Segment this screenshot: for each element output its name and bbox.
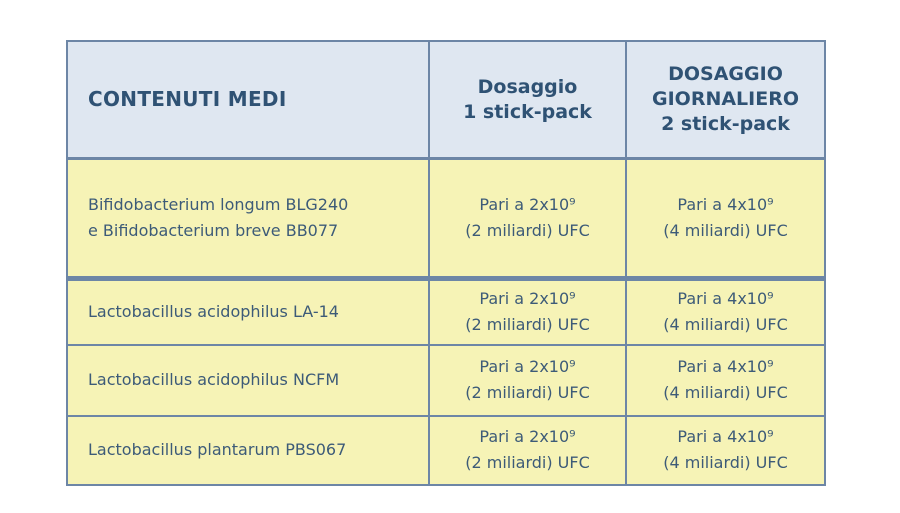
cell-line: (4 miliardi) UFC: [663, 220, 788, 240]
cell-line: Pari a 4x10⁹: [677, 194, 774, 214]
cell-line: (2 miliardi) UFC: [465, 220, 590, 240]
cell-line: Pari a 4x10⁹: [677, 289, 774, 309]
cell-dose-1-stick: [430, 344, 627, 414]
cell-dose-1-stick: [430, 276, 627, 344]
cell-line: (4 miliardi) UFC: [663, 453, 788, 473]
cell-line: Bifidobacterium longum BLG240: [88, 194, 349, 214]
cell-line: Pari a 2x10⁹: [479, 357, 576, 377]
header-line: CONTENUTI MEDI: [88, 87, 287, 111]
probiotic-content-table-container: [66, 40, 826, 486]
cell-dose-daily: [627, 415, 824, 484]
table-row: [68, 157, 824, 276]
cell-strain-name: [68, 276, 430, 344]
cell-line: (2 miliardi) UFC: [465, 453, 590, 473]
cell-line: Pari a 2x10⁹: [479, 289, 576, 309]
header-dosaggio-giornaliero: [627, 42, 824, 157]
table-header-row: [68, 42, 824, 157]
cell-dose-daily: [627, 344, 824, 414]
cell-line: Lactobacillus acidophilus NCFM: [88, 370, 340, 390]
cell-dose-daily: [627, 157, 824, 276]
table-row: [68, 276, 824, 344]
cell-line: Pari a 2x10⁹: [479, 194, 576, 214]
probiotic-content-table: [68, 42, 824, 484]
header-line: GIORNALIERO: [652, 88, 799, 110]
cell-strain-name: [68, 415, 430, 484]
cell-line: Lactobacillus plantarum PBS067: [88, 440, 347, 460]
cell-dose-1-stick: [430, 415, 627, 484]
header-line: Dosaggio: [477, 75, 578, 98]
table-row: [68, 415, 824, 484]
cell-line: (2 miliardi) UFC: [465, 383, 590, 403]
cell-strain-name: [68, 344, 430, 414]
header-line: 2 stick-pack: [661, 113, 790, 135]
cell-dose-1-stick: [430, 157, 627, 276]
cell-strain-name: [68, 157, 430, 276]
header-line: 1 stick-pack: [463, 100, 592, 123]
table-row: [68, 344, 824, 414]
header-dosaggio-1-stick: [430, 42, 627, 157]
cell-line: Pari a 4x10⁹: [677, 427, 774, 447]
cell-line: (4 miliardi) UFC: [663, 315, 788, 335]
cell-line: (4 miliardi) UFC: [663, 383, 788, 403]
cell-line: e Bifidobacterium breve BB077: [88, 220, 339, 240]
header-contenuti-medi: [68, 42, 430, 157]
cell-dose-daily: [627, 276, 824, 344]
cell-line: Lactobacillus acidophilus LA-14: [88, 302, 339, 322]
cell-line: Pari a 4x10⁹: [677, 357, 774, 377]
header-line: DOSAGGIO: [668, 63, 783, 85]
cell-line: Pari a 2x10⁹: [479, 427, 576, 447]
cell-line: (2 miliardi) UFC: [465, 315, 590, 335]
